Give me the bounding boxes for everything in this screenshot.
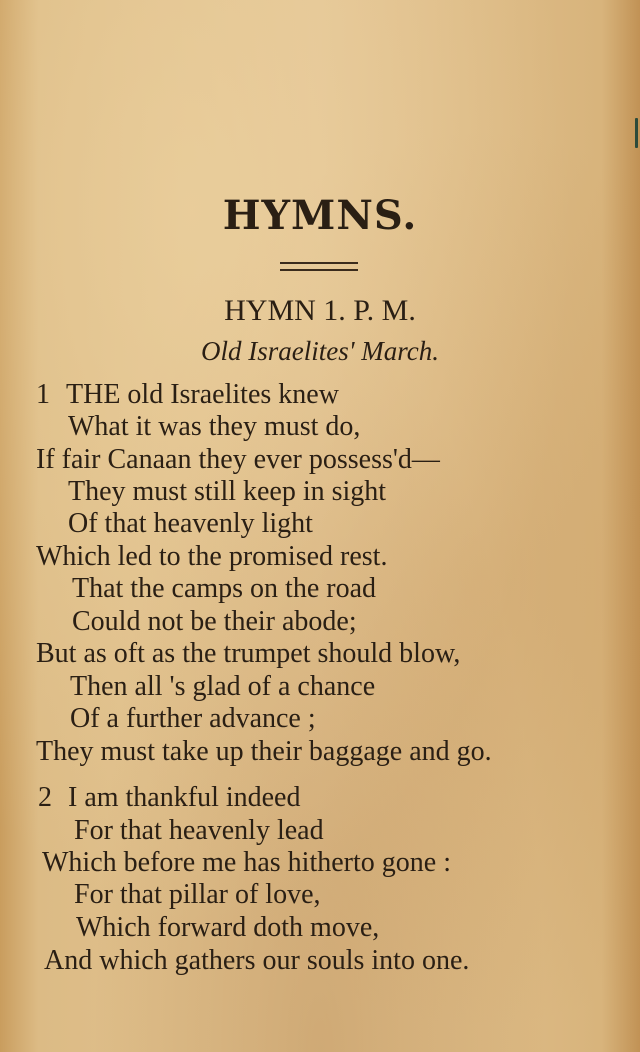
title-rule-bottom [280, 269, 358, 271]
verse-line: Of a further advance ; [70, 703, 316, 734]
verse-line: Of that heavenly light [68, 508, 313, 539]
hymn-heading: HYMN 1. P. M. [224, 294, 416, 327]
verse-line: That the camps on the road [72, 573, 377, 604]
verse-line: Then all 's glad of a chance [70, 671, 376, 702]
verse-line: Which led to the promised rest. [36, 541, 388, 572]
verse-line: They must take up their baggage and go. [36, 736, 492, 767]
verse-line: 1 THE old Israelites knew [36, 379, 339, 410]
verse-number: 2 [38, 782, 52, 813]
hymn-subtitle: Old Israelites' March. [201, 336, 439, 366]
verse-line: But as oft as the trumpet should blow, [36, 638, 461, 669]
page-edge-mark [635, 118, 638, 148]
verse-line: What it was they must do, [68, 411, 361, 442]
verse-line: They must still keep in sight [68, 476, 387, 507]
verse-number: 1 [36, 379, 50, 410]
title-rule-top [280, 262, 358, 264]
verse-line: 2 I am thankful indeed [38, 782, 301, 813]
verse-line: Which before me has hitherto gone : [42, 847, 451, 878]
verse-line: Which forward doth move, [76, 912, 380, 943]
verse-line: For that heavenly lead [74, 815, 324, 846]
verse-line: Could not be their abode; [72, 606, 357, 637]
verse-line: For that pillar of love, [74, 879, 321, 910]
verse-line: And which gathers our souls into one. [44, 945, 470, 976]
page-title: HYMNS. [222, 192, 418, 239]
verse-line: If fair Canaan they ever possess'd— [36, 444, 440, 475]
